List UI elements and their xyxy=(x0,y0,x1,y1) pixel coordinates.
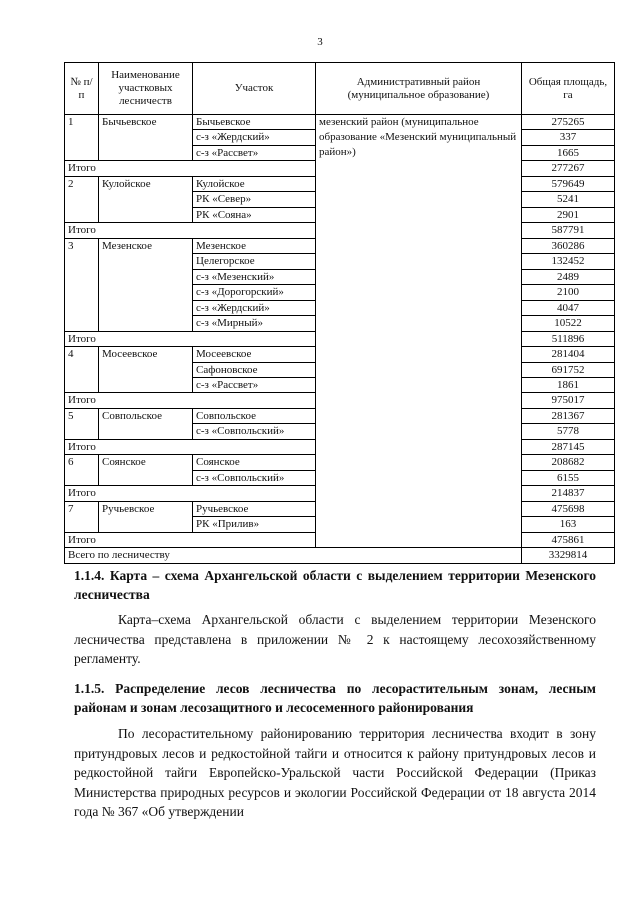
area-value: 2901 xyxy=(522,207,615,222)
total-label: Итого xyxy=(65,439,316,454)
district-cell: мезенский район (муниципальное образование «Мезенский муниципальный район») xyxy=(316,115,522,548)
area-value: 1665 xyxy=(522,145,615,160)
area-value: 1861 xyxy=(522,377,615,392)
forestry-name: Кулойское xyxy=(99,176,193,222)
section-1-1-5-title: 1.1.5. Распределение лесов лесничества по лесорастительным зонам, лесным районам и зонам лесозащитного и лесосеменного районирования xyxy=(74,681,596,715)
area-value: 4047 xyxy=(522,300,615,315)
page-number: 3 xyxy=(317,36,323,48)
section-1-1-4-text: Карта–схема Архангельской области с выделением территории Мезенского лесничества представлена в приложении № 2 к настоящему лесохозяйственному регламенту. xyxy=(74,612,596,666)
area-value: 163 xyxy=(522,517,615,532)
forestry-name: Мосеевское xyxy=(99,347,193,393)
row-number: 3 xyxy=(65,238,99,331)
plot-name: с-з «Совпольский» xyxy=(193,470,316,485)
total-value: 511896 xyxy=(522,331,615,346)
area-value: 5241 xyxy=(522,192,615,207)
area-value: 691752 xyxy=(522,362,615,377)
area-value: 360286 xyxy=(522,238,615,253)
forestry-name: Бычьевское xyxy=(99,115,193,161)
total-value: 975017 xyxy=(522,393,615,408)
total-value: 587791 xyxy=(522,223,615,238)
row-number: 2 xyxy=(65,176,99,222)
row-number: 4 xyxy=(65,347,99,393)
plot-name: РК «Прилив» xyxy=(193,517,316,532)
plot-name: Целегорское xyxy=(193,254,316,269)
header-plot: Участок xyxy=(193,63,316,115)
area-value: 2489 xyxy=(522,269,615,284)
header-num: № п/п xyxy=(65,63,99,115)
total-value: 277267 xyxy=(522,161,615,176)
area-value: 208682 xyxy=(522,455,615,470)
plot-name: с-з «Совпольский» xyxy=(193,424,316,439)
total-label: Итого xyxy=(65,223,316,238)
grand-total-value: 3329814 xyxy=(522,548,615,563)
plot-name: Ручьевское xyxy=(193,501,316,516)
header-district: Административный район (муниципальное образование) xyxy=(316,63,522,115)
total-label: Итого xyxy=(65,161,316,176)
plot-name: с-з «Жердский» xyxy=(193,300,316,315)
area-value: 6155 xyxy=(522,470,615,485)
forestry-name: Мезенское xyxy=(99,238,193,331)
forestry-name: Соянское xyxy=(99,455,193,486)
area-value: 2100 xyxy=(522,285,615,300)
table-body xyxy=(65,115,615,564)
plot-name: с-з «Мезенский» xyxy=(193,269,316,284)
plot-name: Мосеевское xyxy=(193,347,316,362)
plot-name: с-з «Рассвет» xyxy=(193,145,316,160)
area-value: 275265 xyxy=(522,115,615,130)
plot-name: с-з «Дорогорский» xyxy=(193,285,316,300)
area-value: 579649 xyxy=(522,176,615,191)
plot-name: Кулойское xyxy=(193,176,316,191)
area-value: 132452 xyxy=(522,254,615,269)
forestry-name: Ручьевское xyxy=(99,501,193,532)
plot-name: с-з «Мирный» xyxy=(193,316,316,331)
total-value: 287145 xyxy=(522,439,615,454)
grand-total-label: Всего по лесничеству xyxy=(65,548,522,563)
area-value: 10522 xyxy=(522,316,615,331)
total-value: 475861 xyxy=(522,532,615,547)
total-label: Итого xyxy=(65,486,316,501)
plot-name: Совпольское xyxy=(193,408,316,423)
header-forestry: Наименование участковых лесничеств xyxy=(99,63,193,115)
plot-name: Соянское xyxy=(193,455,316,470)
plot-name: Мезенское xyxy=(193,238,316,253)
area-value: 337 xyxy=(522,130,615,145)
plot-name: с-з «Рассвет» xyxy=(193,377,316,392)
forestry-name: Совпольское xyxy=(99,408,193,439)
area-value: 281367 xyxy=(522,408,615,423)
total-value: 214837 xyxy=(522,486,615,501)
row-number: 6 xyxy=(65,455,99,486)
plot-name: Сафоновское xyxy=(193,362,316,377)
row-number: 5 xyxy=(65,408,99,439)
total-label: Итого xyxy=(65,393,316,408)
plot-name: с-з «Жердский» xyxy=(193,130,316,145)
header-area: Общая площадь, га xyxy=(522,63,615,115)
forestry-table xyxy=(64,62,615,564)
area-value: 281404 xyxy=(522,347,615,362)
area-value: 475698 xyxy=(522,501,615,516)
plot-name: РК «Сояна» xyxy=(193,207,316,222)
total-label: Итого xyxy=(65,532,316,547)
area-value: 5778 xyxy=(522,424,615,439)
section-1-1-5-text: По лесорастительному районированию территория лесничества входит в зону притундровых лесов и редкостойной тайги и относится к району притундровых лесов и редкостойной тайги Европейско-Уральской части Российской Федерации (Приказ Министерства природных ресурсов и экологии Российской Федерации от 18 августа 2014 года № 367 «Об утверждении xyxy=(74,726,596,819)
section-1-1-4-title: 1.1.4. Карта – схема Архангельской области с выделением территории Мезенского лесничества xyxy=(74,568,596,602)
grand-total-row xyxy=(65,548,615,563)
row-number: 7 xyxy=(65,501,99,532)
plot-name: Бычьевское xyxy=(193,115,316,130)
row-number: 1 xyxy=(65,115,99,161)
plot-name: РК «Север» xyxy=(193,192,316,207)
table-header-row xyxy=(65,63,615,115)
total-label: Итого xyxy=(65,331,316,346)
table-row xyxy=(65,115,615,130)
